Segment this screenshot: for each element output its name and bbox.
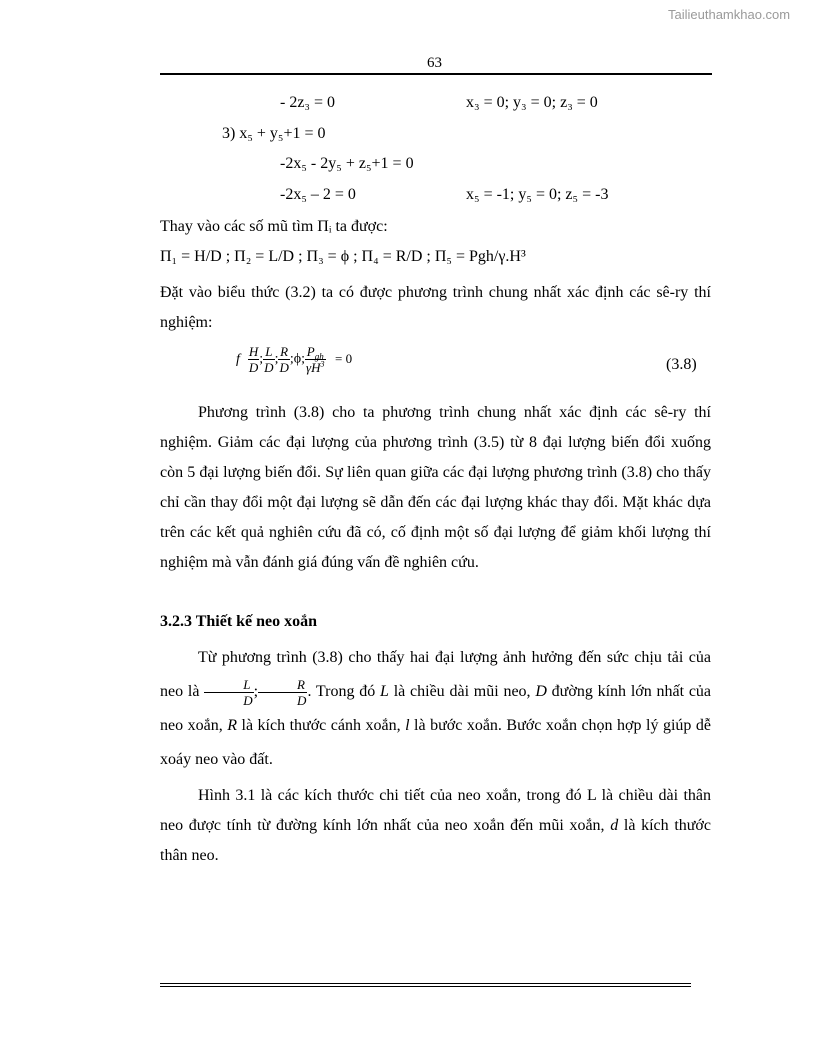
watermark: Tailieuthamkhao.com [668, 7, 791, 22]
footer-rule-top [160, 983, 691, 984]
para-design: Từ phương trình (3.8) cho thấy hai đại lượng ảnh hưởng đến sức chịu tải của neo là $\frac{L}{D}$ ; $\frac{R}{D}$ . Trong đó L là chiều dài mũi neo, D đường kính lớn nhất của neo xoắn, R là kích thước cánh xoắn, l là bước xoắn. Bước xoắn chọn hợp lý giúp dễ xoáy neo vào đất. [160, 649, 712, 768]
para-expression: Đặt vào biểu thức (3.2) ta có được phương trình chung nhất xác định các sê-ry thí nghiệm: [160, 284, 711, 331]
math-line-2: 3) x₅ + y₅+1 = 0 [222, 125, 326, 142]
eq-frac-h-d: $\frac{H}{D}$ [248, 344, 259, 375]
equation-label: (3.8) [666, 356, 697, 373]
eq-equals: = 0 [335, 350, 353, 366]
pi-definitions: Π₁ = H/D ; Π₂ = L/D ; Π₃ = ϕ ; Π₄ = R/D ; Π₅ = Pgh/γ.H³ [160, 248, 526, 265]
math-line-3: -2x₅ - 2y₅ + z₅+1 = 0 [280, 155, 414, 172]
frac-r-d: $\frac{R}{D}$ [258, 677, 307, 708]
eq-frac-r-d: $\frac{R}{D}$ [279, 344, 289, 375]
frac-l-d: $\frac{L}{D}$ [204, 677, 253, 708]
page-number: 63 [427, 55, 442, 71]
eq-f: f [236, 351, 240, 367]
para-main: Phương trình (3.8) cho ta phương trình chung nhất xác định các sê-ry thí nghiệm. Giảm các đại lượng của phương trình (3.5) từ 8 đại lượng biến đổi xuống còn 5 đại lượng biến đổi. Sự liên quan giữa các đại lượng phương trình (3.8) cho thấy chỉ cần thay đổi một đại lượng sẽ dẫn đến các đại lượng khác thay đổi. Mặt khác dựa trên các kết quả nghiên cứu đã có, cố định một số đại lượng để giảm khối lượng thí nghiệm mà vẫn đánh giá đúng vấn đề nghiên cứu. [160, 404, 711, 571]
math-line-1-right: x₃ = 0; y₃ = 0; z₃ = 0 [466, 94, 598, 111]
eq-frac-pgh: $\frac{P_{gh}}{\gamma H^3}$ [306, 344, 325, 375]
math-line-4-left: -2x₅ – 2 = 0 [280, 186, 356, 203]
footer-rule-bottom [160, 986, 691, 987]
para-substitute: Thay vào các số mũ tìm Πᵢ ta được: [160, 218, 388, 235]
eq-frac-l-d: $\frac{L}{D}$ [264, 344, 274, 375]
math-line-4-right: x₅ = -1; y₅ = 0; z₅ = -3 [466, 186, 609, 203]
math-line-1-left: - 2z₃ = 0 [280, 94, 336, 111]
para-figure: Hình 3.1 là các kích thước chi tiết của neo xoắn, trong đó L là chiều dài thân neo được tính từ đường kính lớn nhất của neo xoắn đến mũi xoắn, d là kích thước thân neo. [160, 787, 711, 864]
equation-3-8: f $\frac{H}{D}$ ; $\frac{L}{D}$ ; $\frac{R}{D}$ ;ϕ; $\frac{P_{gh}}{\gamma H^3}$ = 0 [236, 344, 353, 375]
section-heading: 3.2.3 Thiết kế neo xoắn [160, 613, 318, 630]
header-rule [160, 73, 712, 75]
